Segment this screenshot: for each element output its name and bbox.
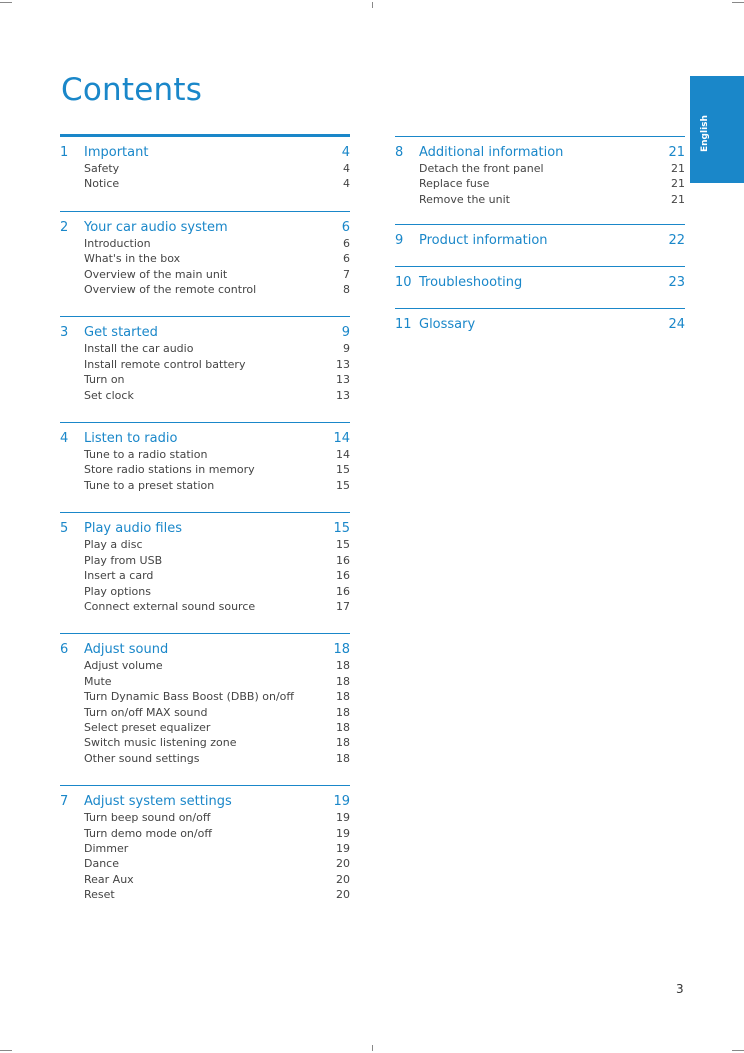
toc-subentry[interactable] [84, 856, 350, 871]
toc-subentry[interactable] [84, 887, 350, 902]
subentry-page: 4 [343, 162, 350, 175]
subentry-page: 16 [336, 569, 350, 583]
crop-mark [372, 1045, 373, 1051]
subentry-title: Rear Aux [84, 872, 134, 886]
toc-subentry[interactable] [84, 735, 350, 750]
subentry-page: 6 [343, 252, 350, 266]
subentry-title: Switch music listening zone [84, 736, 237, 750]
toc-subentry[interactable] [84, 357, 350, 372]
subentry-page: 13 [336, 388, 350, 402]
toc-subentry[interactable] [84, 841, 350, 856]
chapter-title: Your car audio system [84, 219, 228, 235]
chapter-number: 3 [60, 325, 69, 341]
toc-subentry[interactable] [419, 176, 685, 191]
subentry-page: 18 [336, 690, 350, 704]
subentry-page: 18 [336, 751, 350, 765]
toc-subentry[interactable] [84, 236, 350, 251]
subentry-title: Dimmer [84, 841, 129, 855]
toc-section [60, 512, 350, 614]
toc-subentry[interactable] [84, 447, 350, 462]
toc-chapter-entry[interactable] [60, 423, 350, 447]
chapter-page: 21 [668, 145, 685, 160]
subentry-title: Play a disc [84, 538, 143, 552]
chapter-title: Adjust system settings [84, 794, 232, 810]
toc-subentry[interactable] [84, 478, 350, 493]
chapter-number: 5 [60, 521, 69, 537]
toc-subentry[interactable] [84, 372, 350, 387]
toc-subentry[interactable] [84, 462, 350, 477]
toc-subentry[interactable] [84, 872, 350, 887]
subentry-title: Safety [84, 162, 120, 175]
subentry-page: 18 [336, 720, 350, 734]
subentry-title: Introduction [84, 236, 151, 250]
subentry-page: 18 [336, 736, 350, 750]
toc-subentry[interactable] [84, 599, 350, 614]
toc-subentry[interactable] [84, 810, 350, 825]
toc-chapter-entry[interactable] [395, 225, 685, 249]
toc-subentry[interactable] [84, 161, 350, 176]
toc-subentry[interactable] [84, 537, 350, 552]
subentry-page: 21 [671, 177, 685, 191]
subentry-title: Other sound settings [84, 751, 200, 765]
chapter-page: 18 [333, 642, 350, 658]
toc-section [60, 633, 350, 766]
subentry-title: Tune to a radio station [84, 448, 208, 462]
toc-subentry[interactable] [84, 251, 350, 266]
subentry-page: 19 [336, 826, 350, 840]
subentry-page: 21 [671, 162, 685, 175]
subentry-page: 19 [336, 811, 350, 825]
crop-mark [372, 2, 373, 8]
toc-chapter-entry[interactable] [60, 212, 350, 236]
toc-subentries [60, 810, 350, 902]
subentry-title: Turn on [84, 373, 125, 387]
toc-subentry[interactable] [84, 341, 350, 356]
subentry-page: 14 [336, 448, 350, 462]
subentry-title: Mute [84, 674, 112, 688]
toc-section [60, 211, 350, 298]
toc-subentry[interactable] [84, 705, 350, 720]
chapter-page: 9 [341, 325, 350, 341]
language-tab [690, 76, 744, 183]
toc-section [60, 134, 350, 192]
subentry-title: Turn beep sound on/off [84, 811, 211, 825]
subentry-page: 7 [343, 267, 350, 281]
subentry-title: Adjust volume [84, 659, 163, 673]
chapter-title: Important [84, 145, 149, 160]
subentry-page: 18 [336, 674, 350, 688]
chapter-number: 4 [60, 431, 69, 447]
subentry-page: 16 [336, 553, 350, 567]
chapter-number: 8 [395, 145, 404, 160]
subentry-page: 16 [336, 584, 350, 598]
subentry-page: 21 [671, 192, 685, 206]
toc-subentry[interactable] [84, 553, 350, 568]
chapter-title: Listen to radio [84, 431, 178, 447]
toc-chapter-entry[interactable] [60, 513, 350, 537]
subentry-page: 15 [336, 478, 350, 492]
chapter-number: 1 [60, 145, 69, 160]
subentry-title: Tune to a preset station [84, 478, 215, 492]
subentry-page: 19 [336, 841, 350, 855]
chapter-page: 6 [341, 219, 350, 235]
toc-subentries [60, 341, 350, 403]
subentry-page: 15 [336, 463, 350, 477]
subentry-title: Store radio stations in memory [84, 463, 255, 477]
toc-section [60, 316, 350, 403]
toc-left-column [60, 134, 350, 903]
toc-chapter-entry[interactable] [60, 634, 350, 658]
toc-chapter-entry[interactable] [60, 137, 350, 161]
toc-section [395, 224, 685, 249]
toc-subentry[interactable] [84, 826, 350, 841]
toc-subentries [60, 161, 350, 192]
page-number: 3 [676, 982, 684, 996]
toc-subentries [60, 658, 350, 766]
chapter-page: 24 [668, 317, 685, 333]
chapter-number: 7 [60, 794, 69, 810]
chapter-page: 23 [668, 275, 685, 291]
toc-section [395, 136, 685, 207]
toc-subentry[interactable] [84, 388, 350, 403]
subentry-title: Play from USB [84, 553, 163, 567]
subentry-page: 18 [336, 659, 350, 673]
chapter-title: Product information [419, 233, 548, 249]
subentry-title: Overview of the remote control [84, 283, 257, 297]
toc-section [60, 785, 350, 902]
subentry-title: Dance [84, 857, 119, 871]
crop-mark [732, 1050, 744, 1051]
subentry-page: 20 [336, 857, 350, 871]
subentry-title: Detach the front panel [419, 162, 544, 175]
toc-subentry[interactable] [84, 658, 350, 673]
toc-chapter-entry[interactable] [395, 309, 685, 333]
subentry-page: 20 [336, 872, 350, 886]
toc-subentry[interactable] [419, 192, 685, 207]
chapter-number: 6 [60, 642, 69, 658]
toc-subentries [60, 236, 350, 298]
subentry-page: 15 [336, 538, 350, 552]
subentry-page: 13 [336, 373, 350, 387]
toc-subentry[interactable] [419, 161, 685, 176]
subentry-title: Turn Dynamic Bass Boost (DBB) on/off [84, 690, 294, 704]
crop-mark [732, 2, 744, 3]
subentry-title: Insert a card [84, 569, 154, 583]
toc-subentry[interactable] [84, 267, 350, 282]
crop-mark [0, 2, 12, 3]
subentry-title: Turn demo mode on/off [84, 826, 212, 840]
subentry-page: 13 [336, 357, 350, 371]
subentry-page: 4 [343, 177, 350, 191]
subentry-title: Notice [84, 177, 120, 191]
subentry-page: 8 [343, 283, 350, 297]
toc-subentries [395, 161, 685, 207]
subentry-title: Reset [84, 888, 115, 902]
toc-subentry[interactable] [84, 282, 350, 297]
subentry-title: Replace fuse [419, 177, 490, 191]
toc-chapter-entry[interactable] [395, 137, 685, 161]
chapter-page: 4 [341, 145, 350, 160]
subentry-page: 20 [336, 888, 350, 902]
subentry-title: Set clock [84, 388, 134, 402]
toc-subentry[interactable] [84, 176, 350, 191]
chapter-page: 15 [333, 521, 350, 537]
subentry-page: 17 [336, 599, 350, 613]
toc-subentry[interactable] [84, 720, 350, 735]
subentry-title: Play options [84, 584, 151, 598]
subentry-page: 9 [343, 342, 350, 356]
chapter-number: 9 [395, 233, 404, 249]
toc-subentry[interactable] [84, 584, 350, 599]
subentry-page: 6 [343, 236, 350, 250]
language-tab-label: English [700, 115, 710, 152]
subentry-title: Install remote control battery [84, 357, 246, 371]
chapter-title: Troubleshooting [419, 275, 523, 291]
toc-section [60, 422, 350, 493]
toc-subentries [60, 447, 350, 493]
chapter-title: Additional information [419, 145, 564, 160]
chapter-page: 19 [333, 794, 350, 810]
toc-subentry[interactable] [84, 568, 350, 583]
toc-chapter-entry[interactable] [395, 267, 685, 291]
subentry-title: Remove the unit [419, 192, 510, 206]
toc-section [395, 308, 685, 333]
chapter-number: 2 [60, 219, 69, 235]
chapter-number: 11 [395, 317, 412, 333]
subentry-title: Select preset equalizer [84, 720, 211, 734]
toc-section [395, 266, 685, 291]
chapter-title: Adjust sound [84, 642, 169, 658]
toc-subentry[interactable] [84, 674, 350, 689]
chapter-title: Get started [84, 325, 158, 341]
toc-subentry[interactable] [84, 751, 350, 766]
toc-subentry[interactable] [84, 689, 350, 704]
subentry-title: Turn on/off MAX sound [84, 705, 208, 719]
toc-right-column [395, 136, 685, 333]
crop-mark [0, 1050, 12, 1051]
chapter-title: Glossary [419, 317, 476, 333]
toc-subentries [60, 537, 350, 614]
subentry-title: Install the car audio [84, 342, 194, 356]
subentry-title: What's in the box [84, 252, 181, 266]
toc-chapter-entry[interactable] [60, 317, 350, 341]
chapter-number: 10 [395, 275, 412, 291]
subentry-title: Connect external sound source [84, 599, 256, 613]
chapter-page: 14 [333, 431, 350, 447]
subentry-page: 18 [336, 705, 350, 719]
chapter-title: Play audio files [84, 521, 182, 537]
chapter-page: 22 [668, 233, 685, 249]
subentry-title: Overview of the main unit [84, 267, 228, 281]
page-title: Contents [61, 72, 203, 108]
toc-chapter-entry[interactable] [60, 786, 350, 810]
